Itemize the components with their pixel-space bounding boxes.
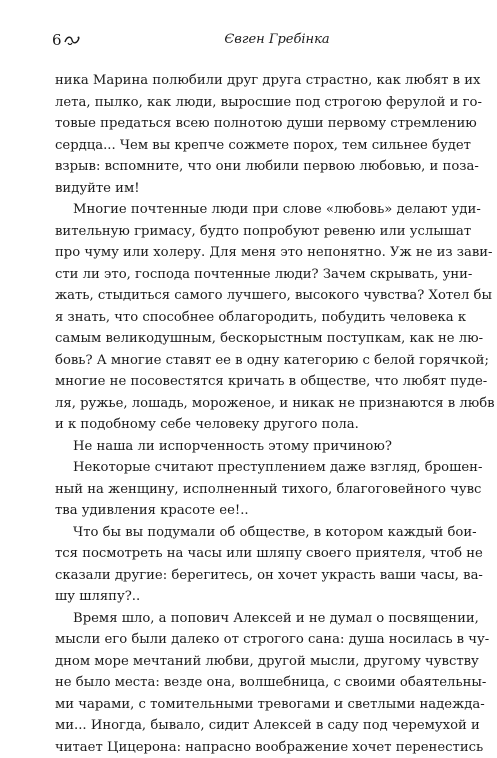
- text-line: самым великодушным, бескорыстным поступкам, как не лю-: [55, 328, 443, 350]
- text-line: я знать, что способнее облагородить, побудить человека к: [55, 307, 443, 329]
- text-line: товые предаться всею полнотою души первому стремлению: [55, 113, 443, 135]
- text-line: сказали другие: берегитесь, он хочет украсть ваши часы, ва-: [55, 565, 443, 587]
- text-line: ный на женщину, исполненный тихого, благоговейного чувс: [55, 479, 443, 501]
- text-line: жать, стыдиться самого лучшего, высокого чувства? Хотел бы: [55, 285, 443, 307]
- text-line: Что бы вы подумали об обществе, в котором каждый бои-: [55, 522, 443, 544]
- text-line: ми чарами, с томительными тревогами и светлыми надежда-: [55, 694, 443, 716]
- text-line: Время шло, а попович Алексей и не думал о посвящении,: [55, 608, 443, 630]
- text-line: тся посмотреть на часы или шляпу своего приятеля, чтоб не: [55, 543, 443, 565]
- body-text: [55, 70, 443, 758]
- text-line: тва удивления красоте ее!..: [55, 500, 443, 522]
- page-header: [52, 31, 452, 51]
- text-line: вительную гримасу, будто попробуют ревеню или услышат: [55, 221, 443, 243]
- text-line: и к подобному себе человеку другого пола.: [55, 414, 443, 436]
- text-line: лета, пылко, как люди, выросшие под строгою ферулой и го-: [55, 92, 443, 114]
- text-line: читает Цицерона: напрасно воображение хочет перенестись: [55, 737, 443, 758]
- text-line: многие не посовестятся кричать в обществе, что любят пуде-: [55, 371, 443, 393]
- text-line: ника Марина полюбили друг друга страстно, как любят в их: [55, 70, 443, 92]
- text-line: сердца... Чем вы крепче сожмете порох, тем сильнее будет: [55, 135, 443, 157]
- text-line: Не наша ли испорченность этому причиною?: [55, 436, 443, 458]
- text-line: Многие почтенные люди при слове «любовь» делают уди-: [55, 199, 443, 221]
- text-line: шу шляпу?..: [55, 586, 443, 608]
- text-line: про чуму или холеру. Для меня это непонятно. Уж не из зави-: [55, 242, 443, 264]
- fleuron-ornament-icon: [64, 34, 80, 46]
- text-line: бовь? А многие ставят ее в одну категорию с белой горячкой;: [55, 350, 443, 372]
- text-line: не было места: везде она, волшебница, с своими обаятельны-: [55, 672, 443, 694]
- text-line: взрыв: вспомните, что они любили первою любовью, и поза-: [55, 156, 443, 178]
- text-line: сти ли это, господа почтенные люди? Зачем скрывать, уни-: [55, 264, 443, 286]
- text-line: видуйте им!: [55, 178, 443, 200]
- text-line: мысли его были далеко от строгого сана: душа носилась в чу-: [55, 629, 443, 651]
- text-line: ми... Иногда, бывало, сидит Алексей в саду под черемухой и: [55, 715, 443, 737]
- text-line: дном море мечтаний любви, другой мысли, другому чувству: [55, 651, 443, 673]
- page-number: 6: [52, 31, 62, 49]
- text-line: ля, ружье, лошадь, мороженое, и никак не признаются в любв: [55, 393, 443, 415]
- text-line: Некоторые считают преступлением даже взгляд, брошен-: [55, 457, 443, 479]
- running-title: Євген Гребінка: [212, 31, 342, 49]
